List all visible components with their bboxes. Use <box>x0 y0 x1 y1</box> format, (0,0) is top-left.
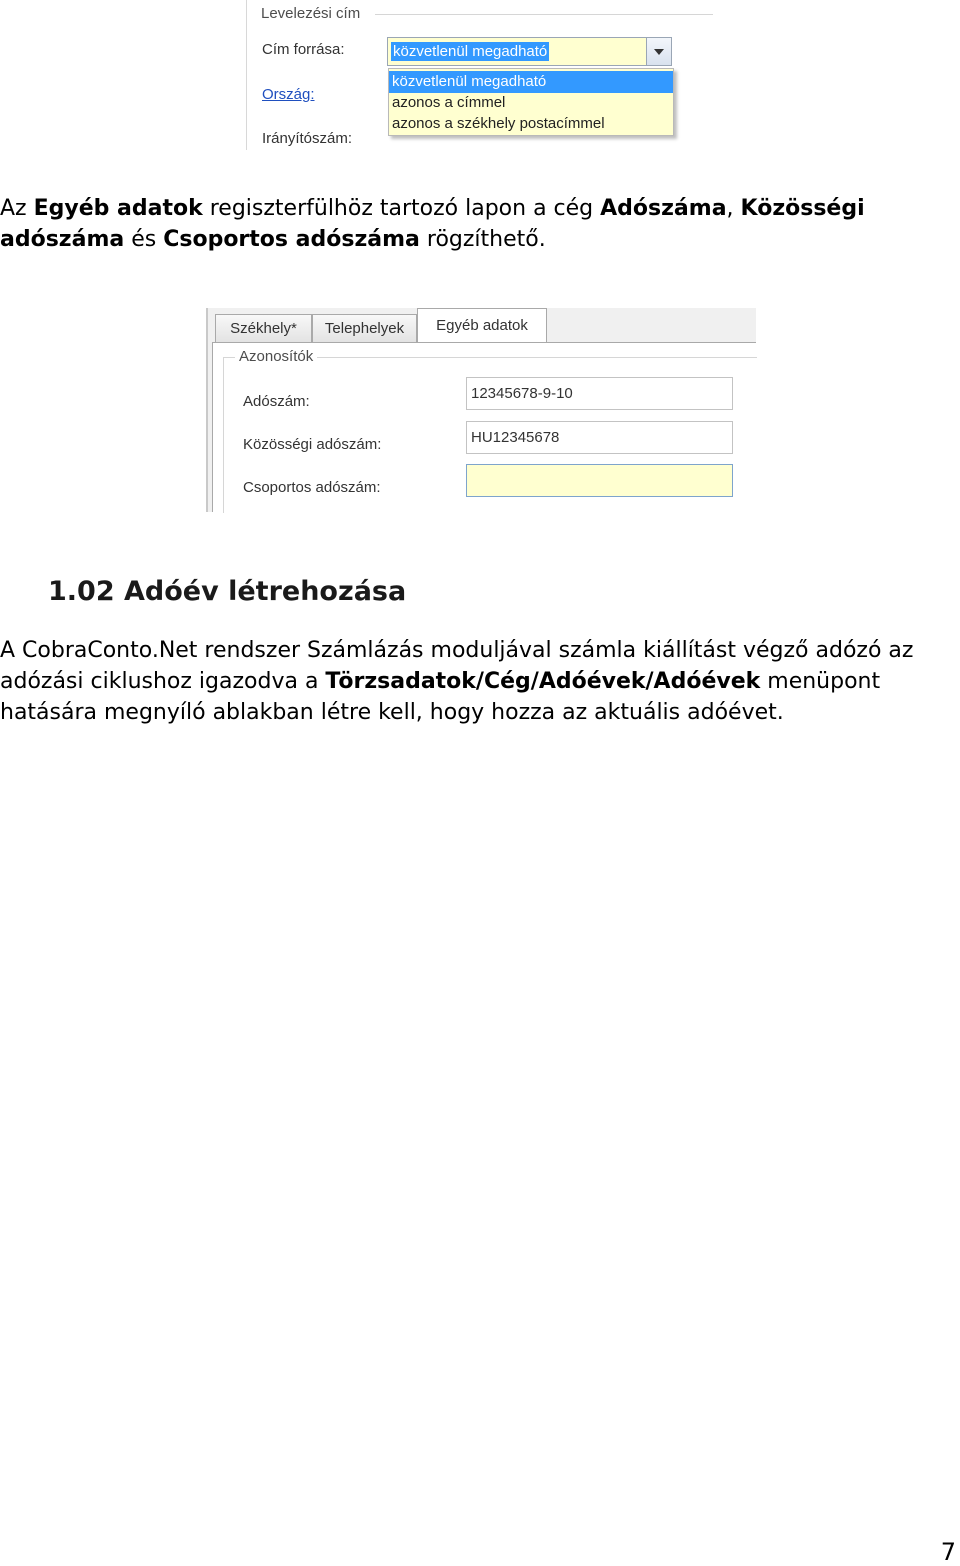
identifiers-group-title: Azonosítók <box>235 348 317 365</box>
section-heading: 1.02 Adóév létrehozása <box>48 576 407 607</box>
tax-number-input[interactable]: 12345678-9-10 <box>466 377 733 410</box>
address-source-screenshot <box>246 0 717 150</box>
community-tax-number-input[interactable]: HU12345678 <box>466 421 733 454</box>
dropdown-option[interactable]: közvetlenül megadható <box>389 71 673 93</box>
mailing-address-group-title: Levelezési cím <box>261 5 361 22</box>
group-tax-number-label: Csoportos adószám: <box>243 479 381 496</box>
address-source-dropdown-list <box>388 68 674 136</box>
tab-other-data[interactable]: Egyéb adatok <box>417 308 547 343</box>
intro-paragraph: Az Egyéb adatok regiszterfülhöz tartozó lapon a cég Adószáma, Közösségi adószáma és Csoportos adószáma rögzíthető. <box>0 196 865 252</box>
tax-number-label: Adószám: <box>243 393 310 410</box>
dropdown-option[interactable]: azonos a székhely postacímmel <box>392 115 605 132</box>
zip-label: Irányítószám: <box>262 130 353 147</box>
chevron-down-icon[interactable] <box>646 38 671 65</box>
tab-headquarters[interactable]: Székhely* <box>215 314 312 342</box>
other-data-tab-screenshot <box>206 308 756 512</box>
address-source-combobox[interactable] <box>387 37 672 66</box>
tab-panel <box>212 342 756 512</box>
group-divider <box>375 14 713 15</box>
address-source-label: Cím forrása: <box>262 41 345 58</box>
combobox-selected-value: közvetlenül megadható <box>393 43 548 60</box>
dropdown-option[interactable]: azonos a címmel <box>392 94 506 111</box>
tax-year-paragraph: A CobraConto.Net rendszer Számlázás moduljával számla kiállítást végző adózó az adózási ciklushoz igazodva a Törzsadatok/Cég/Adóévek/Adóévek menüpont hatására megnyíló ablakban létre kell, hogy hozza az aktuális adóévet. <box>0 638 914 725</box>
group-tax-number-input[interactable] <box>466 464 733 497</box>
tab-sites[interactable]: Telephelyek <box>312 314 417 342</box>
page-number: 7 <box>940 1538 956 1566</box>
community-tax-number-label: Közösségi adószám: <box>243 436 382 453</box>
country-link[interactable]: Ország: <box>262 86 315 103</box>
